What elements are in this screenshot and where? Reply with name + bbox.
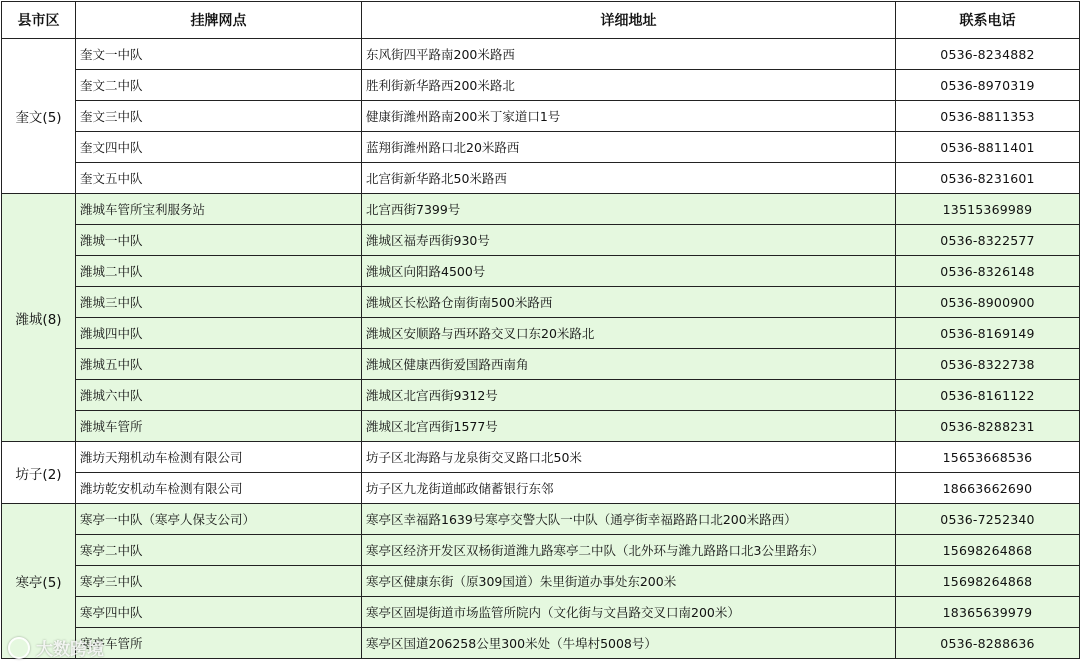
table-row xyxy=(2,442,1080,473)
table-row xyxy=(2,411,1080,442)
table-row xyxy=(2,566,1080,597)
address-cell: 蓝翔街潍州路口北20米路西 xyxy=(362,132,896,163)
table-row xyxy=(2,597,1080,628)
header-site: 挂牌网点 xyxy=(76,2,362,39)
table-row xyxy=(2,101,1080,132)
phone-cell: 0536-7252340 xyxy=(896,504,1080,535)
table-row xyxy=(2,349,1080,380)
phone-cell: 0536-8288636 xyxy=(896,628,1080,659)
address-cell: 潍城区福寿西街930号 xyxy=(362,225,896,256)
table-row xyxy=(2,473,1080,504)
phone-cell: 0536-8326148 xyxy=(896,256,1080,287)
phone-cell: 0536-8811353 xyxy=(896,101,1080,132)
site-cell: 奎文四中队 xyxy=(76,132,362,163)
site-cell: 潍坊天翔机动车检测有限公司 xyxy=(76,442,362,473)
address-cell: 潍城区北宫西街9312号 xyxy=(362,380,896,411)
site-cell: 奎文五中队 xyxy=(76,163,362,194)
site-cell: 潍城车管所宝利服务站 xyxy=(76,194,362,225)
phone-cell: 15698264868 xyxy=(896,566,1080,597)
address-cell: 坊子区九龙街道邮政储蓄银行东邻 xyxy=(362,473,896,504)
site-cell: 潍城六中队 xyxy=(76,380,362,411)
table-row xyxy=(2,535,1080,566)
phone-cell: 18663662690 xyxy=(896,473,1080,504)
phone-cell: 0536-8231601 xyxy=(896,163,1080,194)
county-cell: 奎文(5) xyxy=(2,39,76,194)
site-cell: 潍城三中队 xyxy=(76,287,362,318)
site-cell: 潍城车管所 xyxy=(76,411,362,442)
phone-cell: 0536-8288231 xyxy=(896,411,1080,442)
address-cell: 寒亭区国道206258公里300米处（牛埠村5008号） xyxy=(362,628,896,659)
watermark-text: 大数跨境 xyxy=(36,640,104,660)
address-cell: 寒亭区幸福路1639号寒亭交警大队一中队（通亭街幸福路路口北200米路西） xyxy=(362,504,896,535)
site-cell: 潍城一中队 xyxy=(76,225,362,256)
site-cell: 奎文一中队 xyxy=(76,39,362,70)
table-row xyxy=(2,504,1080,535)
police-service-table xyxy=(1,1,1080,659)
table-row xyxy=(2,256,1080,287)
table-row xyxy=(2,194,1080,225)
phone-cell: 15653668536 xyxy=(896,442,1080,473)
county-cell: 寒亭(5) xyxy=(2,504,76,659)
table-row xyxy=(2,318,1080,349)
site-cell: 寒亭车管所 xyxy=(76,628,362,659)
site-cell: 寒亭一中队（寒亭人保支公司） xyxy=(76,504,362,535)
header-row xyxy=(2,2,1080,39)
table-row xyxy=(2,380,1080,411)
site-cell: 潍城五中队 xyxy=(76,349,362,380)
site-cell: 奎文二中队 xyxy=(76,70,362,101)
site-cell: 寒亭三中队 xyxy=(76,566,362,597)
site-cell: 潍城二中队 xyxy=(76,256,362,287)
site-cell: 寒亭四中队 xyxy=(76,597,362,628)
address-cell: 胜利街新华路西200米路北 xyxy=(362,70,896,101)
header-address: 详细地址 xyxy=(362,2,896,39)
site-cell: 潍坊乾安机动车检测有限公司 xyxy=(76,473,362,504)
table-row xyxy=(2,163,1080,194)
address-cell: 潍城区北宫西街1577号 xyxy=(362,411,896,442)
address-cell: 北宫西街7399号 xyxy=(362,194,896,225)
address-cell: 潍城区向阳路4500号 xyxy=(362,256,896,287)
site-cell: 潍城四中队 xyxy=(76,318,362,349)
address-cell: 潍城区健康西街爱国路西南角 xyxy=(362,349,896,380)
phone-cell: 0536-8234882 xyxy=(896,39,1080,70)
table-row xyxy=(2,132,1080,163)
phone-cell: 0536-8322577 xyxy=(896,225,1080,256)
table-body xyxy=(2,39,1080,659)
address-cell: 东风街四平路南200米路西 xyxy=(362,39,896,70)
phone-cell: 0536-8811401 xyxy=(896,132,1080,163)
address-cell: 健康街潍州路南200米丁家道口1号 xyxy=(362,101,896,132)
address-cell: 寒亭区健康东街（原309国道）朱里街道办事处东200米 xyxy=(362,566,896,597)
address-cell: 潍城区安顺路与西环路交叉口东20米路北 xyxy=(362,318,896,349)
address-cell: 寒亭区经济开发区双杨街道潍九路寒亭二中队（北外环与潍九路路口北3公里路东） xyxy=(362,535,896,566)
site-cell: 寒亭二中队 xyxy=(76,535,362,566)
phone-cell: 15698264868 xyxy=(896,535,1080,566)
phone-cell: 0536-8970319 xyxy=(896,70,1080,101)
address-cell: 寒亭区固堤街道市场监管所院内（文化街与文昌路交叉口南200米） xyxy=(362,597,896,628)
header-county: 县市区 xyxy=(2,2,76,39)
county-cell: 潍城(8) xyxy=(2,194,76,442)
address-cell: 北宫街新华路北50米路西 xyxy=(362,163,896,194)
address-cell: 潍城区长松路仓南街南500米路西 xyxy=(362,287,896,318)
phone-cell: 0536-8900900 xyxy=(896,287,1080,318)
table-row xyxy=(2,628,1080,659)
address-cell: 坊子区北海路与龙泉街交叉路口北50米 xyxy=(362,442,896,473)
header-phone: 联系电话 xyxy=(896,2,1080,39)
table-row xyxy=(2,287,1080,318)
phone-cell: 0536-8169149 xyxy=(896,318,1080,349)
phone-cell: 18365639979 xyxy=(896,597,1080,628)
county-cell: 坊子(2) xyxy=(2,442,76,504)
table-row xyxy=(2,39,1080,70)
table-row xyxy=(2,70,1080,101)
phone-cell: 13515369989 xyxy=(896,194,1080,225)
phone-cell: 0536-8322738 xyxy=(896,349,1080,380)
table-row xyxy=(2,225,1080,256)
phone-cell: 0536-8161122 xyxy=(896,380,1080,411)
site-cell: 奎文三中队 xyxy=(76,101,362,132)
